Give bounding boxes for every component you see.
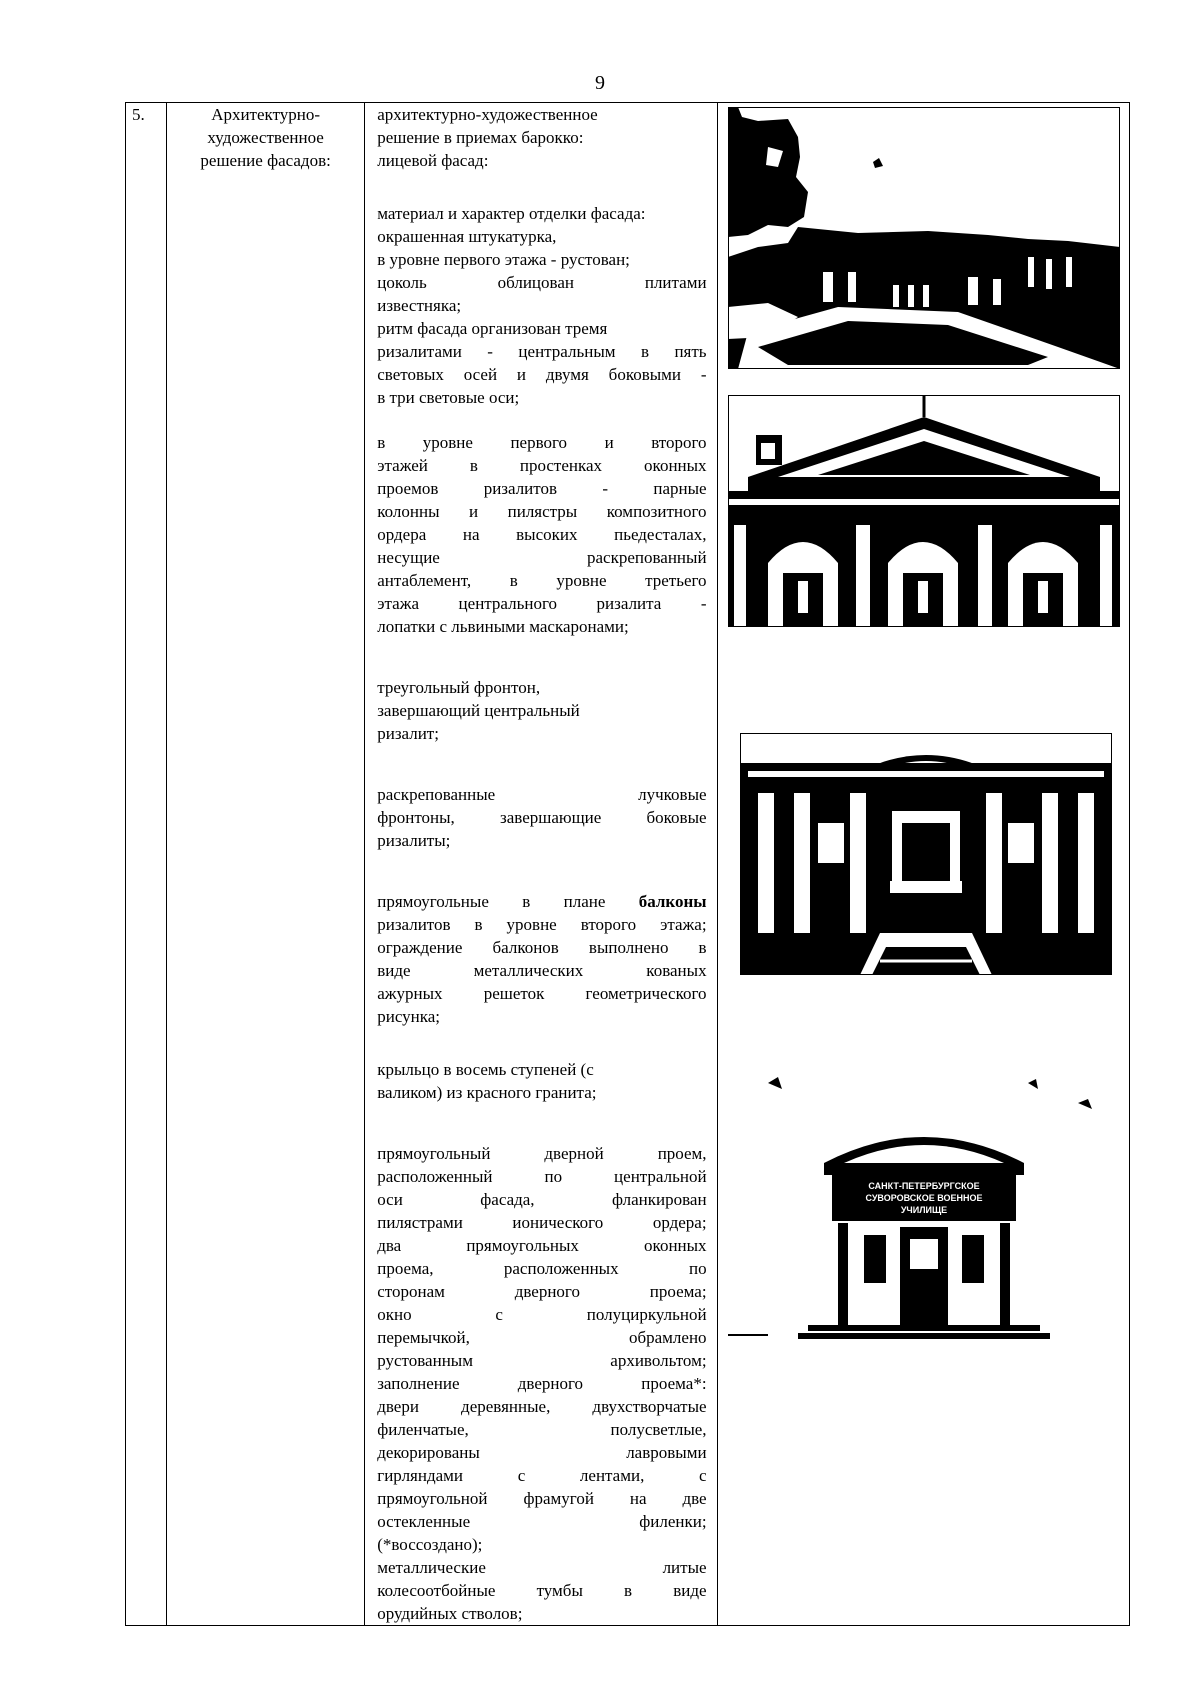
description-paragraph [377, 783, 706, 852]
description-paragraph [377, 431, 706, 638]
description-line: лопатки с львиными маскаронами; [377, 617, 629, 636]
description-line: прямоугольной фрамугой на две [377, 1489, 707, 1508]
paragraph-spacer [377, 409, 706, 431]
description-line: крыльцо в восемь ступеней (с [377, 1060, 594, 1079]
row-number-cell [126, 103, 167, 1626]
description-line: окрашенная штукатурка, [377, 227, 557, 246]
photo-sign-line: УЧИЛИЩЕ [900, 1205, 947, 1215]
description-line: раскрепованные лучковые [377, 785, 707, 804]
paragraph-spacer [377, 1028, 706, 1058]
paragraph-spacer [377, 172, 706, 202]
element-name-cell [167, 103, 365, 1626]
description-line: виде металлических кованых [377, 961, 707, 980]
description-line: расположенный по центральной [377, 1167, 707, 1186]
description-line: этажа центрального ризалита - [377, 594, 707, 613]
description-line: ажурных решеток геометрического [377, 984, 707, 1003]
description-line: валиком) из красного гранита; [377, 1083, 597, 1102]
description-line: двери деревянные, двухстворчатые [377, 1397, 707, 1416]
description-line: лицевой фасад: [377, 151, 489, 170]
table-row [126, 103, 1130, 1626]
description-line: декорированы лавровыми [377, 1443, 707, 1462]
description-line: ризалитов в уровне второго этажа; [377, 915, 707, 934]
paragraph-spacer [377, 745, 706, 783]
description-line: ограждение балконов выполнено в [377, 938, 707, 957]
description-line: металлические литые [377, 1558, 707, 1577]
description-line: прямоугольный дверной проем, [377, 1144, 707, 1163]
description-line: в уровне первого и второго [377, 433, 707, 452]
description-line: ритм фасада организован тремя [377, 319, 608, 338]
description-line: ордера на высоких пьедесталах, [377, 525, 707, 544]
description-line: цоколь облицован плитами [377, 273, 707, 292]
description-line: фронтоны, завершающие боковые [377, 808, 707, 827]
description-line: прямоугольные в плане балконы [377, 892, 707, 911]
description-line: перемычкой, обрамлено [377, 1328, 707, 1347]
description-line: окно с полуциркульной [377, 1305, 707, 1324]
page-number: 9 [595, 72, 605, 94]
photo-cell [717, 103, 1129, 1626]
description-line: рисунка; [377, 1007, 441, 1026]
photo-sign-line: САНКТ-ПЕТЕРБУРГСКОЕ [867, 1181, 980, 1191]
description-line: оси фасада, фланкирован [377, 1190, 707, 1209]
facade-overview-photo [728, 107, 1120, 369]
description-line: гирляндами с лентами, с [377, 1466, 707, 1485]
paragraph-spacer [377, 852, 706, 890]
entrance-porch-photo [728, 1063, 1120, 1343]
description-line: этажей в простенках оконных [377, 456, 707, 475]
description-line: колонны и пилястры композитного [377, 502, 707, 521]
description-line: (*воссоздано); [377, 1535, 483, 1554]
description-line: архитектурно-художественное [377, 105, 598, 124]
description-line: в три световые оси; [377, 388, 520, 407]
monument-description-table [125, 102, 1130, 1626]
side-risalit-balcony-photo [740, 733, 1112, 975]
description-line: остекленные филенки; [377, 1512, 707, 1531]
description-line: колесоотбойные тумбы в виде [377, 1581, 707, 1600]
description-paragraph [377, 1142, 706, 1625]
description-cell [365, 103, 717, 1626]
description-paragraph [377, 676, 706, 745]
description-line: ризалиты; [377, 831, 451, 850]
description-paragraph [377, 1058, 706, 1104]
description-line: антаблемент, в уровне третьего [377, 571, 707, 590]
description-text [365, 103, 716, 1625]
description-line: сторонам дверного проема; [377, 1282, 707, 1301]
element-name [167, 103, 364, 172]
description-line: пилястрами ионического ордера; [377, 1213, 707, 1232]
description-line: филенчатые, полусветлые, [377, 1420, 707, 1439]
description-line: рустованным архивольтом; [377, 1351, 707, 1370]
description-paragraph [377, 202, 706, 409]
description-line: треугольный фронтон, [377, 678, 541, 697]
description-line: орудийных стволов; [377, 1604, 523, 1623]
description-line: решение в приемах барокко: [377, 128, 584, 147]
description-line: проемов ризалитов - парные [377, 479, 707, 498]
element-name-line: решение фасадов: [200, 151, 331, 170]
description-line: два прямоугольных оконных [377, 1236, 707, 1255]
element-name-line: художественное [207, 128, 324, 147]
description-line: завершающий центральный [377, 701, 580, 720]
description-line: световых осей и двумя боковыми - [377, 365, 707, 384]
paragraph-spacer [377, 638, 706, 676]
photo-sign-line: СУВОРОВСКОЕ ВОЕННОЕ [865, 1193, 983, 1203]
central-risalit-pediment-photo [728, 395, 1120, 627]
description-line: проема, расположенных по [377, 1259, 707, 1278]
description-line: несущие раскрепованный [377, 548, 707, 567]
description-line: известняка; [377, 296, 462, 315]
paragraph-spacer [377, 1104, 706, 1142]
row-number: 5. [132, 105, 145, 124]
description-line: в уровне первого этажа - рустован; [377, 250, 630, 269]
description-line: заполнение дверного проема*: [377, 1374, 707, 1393]
description-line: ризалит; [377, 724, 439, 743]
description-paragraph [377, 890, 706, 1028]
description-line: материал и характер отделки фасада: [377, 204, 646, 223]
element-name-line: Архитектурно- [211, 105, 321, 124]
description-paragraph [377, 103, 706, 172]
description-line: ризалитами - центральным в пять [377, 342, 707, 361]
